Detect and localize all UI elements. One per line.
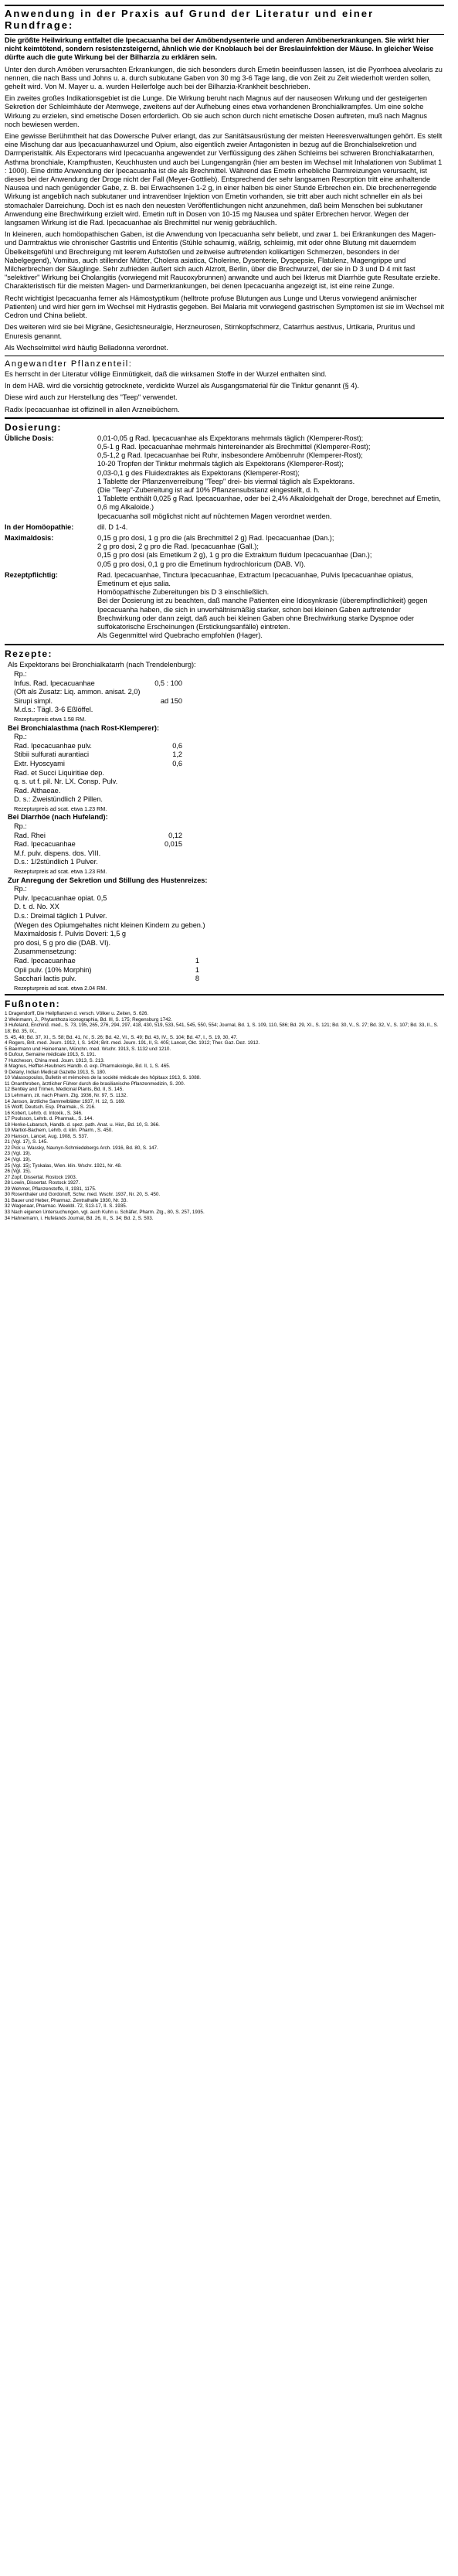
dose-line: Rad. Ipecacuanhae, Tinctura Ipecacuanhae, Extractum Ipecacuanhae, Pulvis Ipecacuanhae opiatus, Emetinum et ejus salia. [97,570,414,587]
footnote-item: 23 (Vgl. 19). [5,1151,32,1157]
ingredient-name: q. s. ut f. pil. Nr. LX. Consp. Pulv. [14,778,118,786]
ingredient-amount: 8 [195,975,199,983]
praxis-paragraph: Recht wichtigist Ipecacuanha ferner als Hämostyptikum (helltrote profuse Blutungen aus Lunge und Uterus vorwiegend anämischer Patienten) und wird hier gern im Wechsel mit Hydrastis gegeben. Bei Malaria mit vorwiegend gastrischen Symptomen ist sie im Wechsel mit Cedron und China beliebt. [5,294,445,320]
ingredient-name: Infus. Rad. Ipecacuanhae [14,679,95,687]
footnote-item: 6 Dufour, Semaine médicale 1913, S. 191. [5,1052,97,1058]
footnote-item: 22 Pick u. Wassky, Naunyn-Schmiedebergs Arch. 1916, Bd. 80, S. 147. [5,1145,158,1151]
ubliche-row [5,434,444,523]
ingredient-amount: 1 [195,956,199,965]
dose-line: 0,5-1 g Rad. Ipecacuanhae mehrmals hintereinander als Brechmittel (Klemperer-Rost); [97,442,371,451]
divider [5,994,444,995]
footnote-item: 8 Magnus, Heffter-Heubners Handb. d. exp. Pharmakologie, Bd. II, 1, S. 465. [5,1063,171,1070]
footnote-item: 1 Dragendorff, Die Heilpflanzen d. versch. Völker u. Zeiten, S. 626. [5,1011,149,1017]
rezept-values [97,571,444,643]
recipe-ds: D.s.: 1/2stündlich 1 Pulver. [14,858,98,866]
recipe-ds: D. s.: Zweistündlich 2 Pillen. [14,795,103,804]
footnote-item: 33 Nach eigenen Untersuchungen, vgl. auch Kuhn u. Schäfer, Pharm. Ztg., 80, S. 257, 1935. [5,1209,205,1215]
footnote-item: 29 Wehmer, Pflanzenstoffe, II, 1931, 1175. [5,1186,97,1192]
recipe-price: Rezepturpreis etwa 1.58 RM. [14,715,87,723]
divider [5,644,444,645]
recipe-ingredient [8,957,444,966]
footnote-item: 30 Rosenthaler und Gordonoff, Schw. med. Wschr. 1937, Nr. 20, S. 450. [5,1192,161,1198]
dose-line: Bei der Dosierung ist zu beachten, daß manche Patienten eine Idiosynkrasie (überempfindlichkeit) gegen Ipecacuanha haben, die sich in unverhältnismäßig starker, schon bei kleinen Gaben auftretender Brechwirkung oder dann zeigt, daß auch bei kleinen Gaben ohne Brechwirkung starke Dyspnoe oder suffokatorische Erscheinungen (Erstickungsanfälle) eintreten. [97,597,428,631]
ingredient-name: Rad. et Succi Liquiritiae dep. [14,768,104,777]
recipe-price: Rezepturpreis ad scat. etwa 1.23 RM. [14,805,107,812]
ingredient-amount: ad 150 [160,696,182,705]
recipe-line: D.s.: Dreimal täglich 1 Pulver. [14,912,107,920]
fussnoten-title: Fußnoten: [5,999,61,1010]
footnote-item: 32 Wagenaar, Pharmac. Weekbl. 72, S13-17, II. S. 1935. [5,1203,127,1210]
ingredient-name: Sacchari lactis pulv. [14,975,76,983]
recipe-ingredient [8,750,444,760]
recipe-rp: Rp.: [14,669,27,678]
dose-line: 0,03-0,1 g des Fluidextraktes als Expektorans (Klemperer-Rost); [97,468,300,477]
maximal-values [97,534,444,571]
recipe-line: Maximaldosis f. Pulvis Doveri: 1,5 g [14,930,127,938]
recipe-line: pro dosi, 5 g pro die (DAB. VI). [14,938,111,947]
rezepte-title: Rezepte: [5,648,53,660]
praxis-paragraph: Ein zweites großes Indikationsgebiet ist die Lunge. Die Wirkung beruht nach Magnus auf der nauseosen Wirkung und der gesteigerten Sekretion der Schleimhäute der Atemwege, zweitens auf der Aufhebung eines etwa vorhandenen Bronchialkrampfes. Um eine solche Wirkung zu erzielen, sind emetische Dosen erforderlich. Ob sie auch schon durch nicht emetische Dosen auftreten, muß nach Magnus noch bewiesen werden. [5,94,427,128]
recipe-price: Rezepturpreis ad scat. etwa 1.23 RM. [14,868,107,876]
footnote-item: 27 Zopf, Dissertat. Rostock 1903. [5,1174,77,1180]
ingredient-amount: 1 [195,965,199,974]
ingredient-amount: 0,5 : 100 [154,679,182,687]
recipe-ingredient [8,697,444,706]
footnote-item: 15 Wolff, Deutsch. Esp. Pharmak., S. 216. [5,1104,96,1111]
homoo-label: In der Homöopathie: [5,522,74,531]
divider [5,417,444,419]
pflanzenteil-paragraph: In dem HAB. wird die vorsichtig getrocknete, verdickte Wurzel als Ausgangsmaterial für die Tinktur genannt (§ 4). [5,382,359,390]
recipe-ds: M.f. pulv. dispens. dos. VIII. [14,849,101,857]
ingredient-amount: 0,12 [168,831,182,839]
recipe-husten [8,876,444,993]
recipe-ingredient [8,688,444,697]
recipe-rp: Rp.: [14,733,27,741]
footnote-item: 26 (Vgl. 15). [5,1169,32,1175]
recipe-ds: M.d.s.: Tägl. 3-6 Eßlöffel. [14,706,93,714]
recipe-line: Pulv. Ipecacuanhae opiat. 0,5 [14,893,107,902]
recipe-ingredient [8,832,444,841]
recipe-heading: Zur Anregung der Sekretion und Stillung des Hustenreizes: [8,876,208,884]
recipe-heading: Als Expektorans bei Bronchialkatarrh (nach Trendelenburg): [8,661,196,669]
footnote-item: 14 Janson, ärztliche Sammelblätter 1937, H. 12, S. 169. [5,1098,126,1104]
homoo-value: dil. D 1-4. [97,522,128,531]
recipe-ingredient [8,840,444,849]
recipe-line: Zusammensetzung: [14,948,76,956]
ingredient-name: Rad. Rhei [14,831,46,839]
footnote-item: 31 Bauer und Heber, Pharmaz. Zentralhalle 1930, Nr. 33. [5,1197,128,1203]
dose-line: 10-20 Tropfen der Tinktur mehrmals täglich als Expektorans (Klemperer-Rost); [97,460,344,468]
dose-line: 0,15 g pro dosi (als Emetikum 2 g), 1 g pro die Extraktum fluidum Ipecacuanhae (Dan.); [97,551,372,560]
dose-line: Als Gegenmittel wird Quebracho empfohlen (Hager). [97,631,263,640]
recipe-ingredient [8,975,444,984]
recipe-price: Rezepturpreis ad scat. etwa 2.04 RM. [14,984,107,992]
ingredient-name: Rad. Ipecacuanhae [14,956,76,965]
recipe-heading: Bei Diarrhöe (nach Hufeland): [8,813,108,822]
pflanzenteil-paragraph: Es herrscht in der Literatur völlige Einmütigkeit, daß die wirksamen Stoffe in der Wurzel enthalten sind. [5,369,327,378]
praxis-paragraph: In kleineren, auch homöopathischen Gaben, ist die Anwendung von Ipecacuanha sehr beliebt, und zwar 1. bei Erkrankungen des Magen- und Darmtraktus wie chronischer Gastritis und Enteritis (Stühle schaumig, wäßrig, schleimig, mit oder ohne Blutung mit dauerndem Übelkeitsgefühl und Brechreigung mit leerem Aufstoßen und zeitweise auftretenden kolikartigen Schmerzen, besonders in der Nabelgegend), Vomitus, auch stillender Mütter, Cholera asiatica, Cholerine, Dysenterie, Dyspepsie, Flatulenz, Magengrippe und Milcherbrechen der Säuglinge. Sehr zufrieden äußert sich auch Alzrott, Berlin, über die Brechwurzel, der sie in D 3 und D 4 mit fast "selektiver" Wirkung bei Cholangitis (vorwiegend mit Raucoxybrunnen) anwandte und auch bei Ikterus mit Diarrhöe gute Resultate erzielte. Charakteristisch für die meisten Magen- und Darmerkrankungen, bei denen Ipecacuanha angezeigt ist, ist eine reine Zunge. [5,230,440,291]
dose-line: 1 Tablette enthält 0,025 g Rad. Ipecacuanhae, oder bei 2,4% Alkaloidgehalt der Droge, berechnet auf Emetin, 0,6 mg Alkaloide.) [97,495,441,512]
footnote-item: 34 Hahnemann, i. Hufelands Journal, Bd. 26, II., S. 34; Bd. 2, S. 503. [5,1215,154,1221]
recipe-heading: Bei Bronchialasthma (nach Rost-Klemperer): [8,723,160,732]
footnote-item: 5 Baermann und Heinemann, Münchn. med. Wschr. 1913, S. 1132 und 1210. [5,1046,171,1052]
footnote-list [5,1011,444,1221]
dose-line: (Die "Teep"-Zubereitung ist auf 10% Pflanzensubstanz eingestellt, d. h. [97,485,320,494]
footnote-item: 21 (Vgl. 17), S. 145. [5,1139,49,1145]
pflanzenteil-paragraph: Diese wird auch zur Herstellung des "Teep" verwendet. [5,393,178,402]
recipe-diarrhoe [8,813,444,876]
footnote-item: 10 Valassopoulos, Bulletin et mémoires de la société médicale des hôpitaux 1913, S. 1088. [5,1075,202,1081]
dose-line: 1 Tablette der Pflanzenverreibung "Teep" drei- bis viermal täglich als Expektorans. [97,477,355,485]
rezept-label: Rezeptpflichtig: [5,570,58,579]
ingredient-amount: 0,015 [165,840,182,849]
dose-line: 0,01-0,05 g Rad. Ipecacuanhae als Expektorans mehrmals täglich (Klemperer-Rost); [97,434,364,442]
footnote-item: 4 Rogers, Brit. med. Journ. 1912, I, S. 1424; Brit. med. Journ. 191, II, S. 405; Lancet, Okt. 1912; Ther. Gaz. Dez. 1912. [5,1040,260,1046]
praxis-paragraph: Unter den durch Amöben verursachten Erkrankungen, die sich besonders durch Emetin beeinflussen lassen, ist die Pyorrhoea alveolaris zu nennen, die nach Bass und Johns u. a. durch subkutane Gaben von 30 mg 3-6 Tage lang, die von Zeit zu Zeit wiederholt werden sollen, geheilt wird. Von M. Mayer u. a. wurden Heilerfolge auch bei der Bilharzia-Krankheit beschrieben. [5,65,443,91]
ubliche-label: Übliche Dosis: [5,434,54,442]
dose-line: Ipecacuanha soll möglichst nicht auf nüchternen Magen verordnet werden. [97,512,332,520]
recipe-ingredient [8,769,444,778]
recipe-rp: Rp.: [14,885,27,893]
top-rule [5,5,444,6]
pflanzenteil-title: Angewandter Pflanzenteil: [5,359,133,369]
recipe-line: (Wegen des Opiumgehaltes nicht kleinen Kindern zu geben.) [14,920,205,929]
footnote-item: 19 Martiot-Bachem, Lehrb. d. klin. Pharm., S. 450. [5,1128,113,1134]
footnote-item: 25 (Vgl. 15); Tyskalas, Wien. klin. Wschr. 1921, Nr. 48. [5,1162,122,1169]
footnote-item: 17 Poulsson, Lehrb. d. Pharmak., S. 144. [5,1116,94,1122]
footnote-item: 16 Kobert, Lehrb. d. Intoxik., S. 346. [5,1110,83,1116]
praxis-paragraph: Eine gewisse Berühmtheit hat das Dowersche Pulver erlangt, das zur Sanitätsausrüstung der meisten Heeresverwaltungen gehört. Es stellt eine Mischung dar aus Ipecacuanhawurzel und Opium, also eigentlich zweier Antagonisten in bezug auf die Bronchialsekretion und Darmperistaltik. Als Expectorans wird Ipecacuanha angewendet zur Verflüssigung des zähen Schleims bei schweren Bronchialkatarrhen, Asthma bronchiale, Krampfhusten, Keuchhusten und auch bei Lungengangrän (hier am besten im Wechsel mit Inhalationen von Sublimat 1 : 1000). Eine dritte Anwendung der Ipecacuanha ist die als Brechmittel. Während das Emetin erhebliche Darmreizungen verursacht, ist dieses bei der Anwendung der Droge nicht der Fall (Meyer-Gottlieb). Entsprechend der sehr langsamen Resorption tritt eine anhaltende Nausea und nach genügender Gabe, z. B. bei Erwachsenen 1-2 g, in einer halben bis einer Stunde Erbrechen ein. Die brechenerregende Wirkung ist angeblich nach subkutaner und intravenöser Injektion von Emetin vorhanden, sie tritt aber auch nicht schneller ein als bei stomachaler Darreichung. Doch ist es nach den neuesten Veröffentlichungen nicht anzunehmen, daß beim Menschen bei subkutaner Anwendung eine Brechwirkung erzielt wird. Emetin ruft in Dosen von 10-15 mg Nausea und später Erbrechen hervor. Wegen der langsamen Wirkung ist die Rad. Ipecacuanhae als Brechmittel nur wenig gebräuchlich. [5,132,443,227]
recipe-ingredient [8,742,444,751]
title-rule [5,34,444,35]
ingredient-name: Opii pulv. (10% Morphin) [14,965,92,974]
footnote-item: 28 Lowin, Dissertat. Rostock 1927. [5,1180,80,1186]
document-page [0,0,449,1226]
footnote-item: 3 Hufeland, Enchirid. med., S. 73, 195, 265, 276, 294, 297, 418, 430, 519, 533, 541, 545, 550, 554; Journal, Bd. 1, S. 109, 110, 586; Bd. 29, XI., S. 121; Bd. 30, V., S. 27; Bd. 32, V., S. 107; Bd. 33, II., S. 18; Bd. 35, IX., [5,1023,439,1034]
recipe-asthma [8,724,444,814]
ingredient-name: Extr. Hyoscyami [14,759,65,767]
ingredient-name: Rad. Althaeae. [14,786,61,795]
maximal-row [5,534,444,571]
footnote-item: S. 45, 48; Bd. 37, XI., S. 58; Bd. 41, IV., S. 26; Bd. 42, VI., S. 49; Bd. 43, IV., S. 104; Bd. 47, I., S. 19, 30, 47. [5,1034,238,1040]
footnote-item: 12 Bentley and Trimen, Medicinal Plants, Bd. II, S. 145. [5,1087,124,1093]
ubliche-values [97,434,444,523]
ingredient-amount: 0,6 [172,759,182,767]
recipe-rp: Rp.: [14,822,27,831]
recipe-line: D. t. d. No. XX [14,903,59,911]
footnote-item: 13 Lehmann, zit. nach Pharm. Ztg. 1936, Nr. 97, S. 1132. [5,1093,128,1099]
footnote-item: 9 Delany, Indian Medical Gazette 1913, S. 180. [5,1069,107,1075]
footnote-item: 20 Hanson, Lancet, Aug. 1908, S. 537. [5,1133,89,1139]
dose-line: 2 g pro dosi, 2 g pro die Rad. Ipecacuanhae (Gall.); [97,543,259,551]
ingredient-amount: 0,6 [172,741,182,750]
footnote-item: 2 Weinmann, J., Phytanthoza iconographia, Bd. III, S. 175; Regensburg 1742. [5,1016,172,1023]
recipe-ingredient [8,966,444,975]
rezept-row [5,571,444,643]
maximal-label: Maximaldosis: [5,533,54,542]
ingredient-name: Rad. Ipecacuanhae [14,840,76,849]
praxis-paragraph: Als Wechselmittel wird häufig Belladonna verordnet. [5,343,168,352]
dosierung-table [5,434,444,643]
ingredient-name: (Oft als Zusatz: Liq. ammon. anisat. 2,0) [14,688,141,696]
recipe-ingredient [8,787,444,796]
footnote-item: 18 Henke-Lubarsch, Handb. d. spez. path. Anat. u. Hist., Bd. 10, S. 366. [5,1121,160,1128]
recipe-ingredient [8,760,444,769]
ingredient-name: Stibii sulfurati aurantiaci [14,750,90,759]
section-title: Anwendung in der Praxis auf Grund der Literatur und einer Rundfrage: [5,8,375,31]
recipe-ingredient [8,679,444,689]
homoo-row [5,523,444,534]
ingredient-amount: 1,2 [172,750,182,759]
ingredient-name: Rad. Ipecacuanhae pulv. [14,741,92,750]
dose-line: 0,05 g pro dosi, 0,1 g pro die Emetinum hydrochloricum (DAB. VI). [97,560,306,568]
dose-line: Homöopathische Zubereitungen bis D 3 einschließlich. [97,588,270,597]
footnote-item: 24 (Vgl. 19). [5,1157,32,1163]
praxis-paragraph: Des weiteren wird sie bei Migräne, Gesichtsneuralgie, Herzneurosen, Stirnkopfschmerz, Catarrhus aestivus, Urtikaria, Pruritus und Enuresis genannt. [5,323,416,340]
pflanzenteil-paragraph: Radix Ipecacuanhae ist offizinell in allen Arzneibüchern. [5,405,180,413]
recipe-ingredient [8,778,444,787]
ingredient-amount [199,688,261,697]
dose-line: 0,15 g pro dosi, 1 g pro die (als Brechmittel 2 g) Rad. Ipecacuanhae (Dan.); [97,533,334,542]
footnote-item: 7 Hutcheson, China med. Journ. 1913, S. 213. [5,1057,105,1063]
ingredient-name: Sirupi simpl. [14,696,53,705]
recipe-expektorans [8,661,444,723]
praxis-paragraph: Die größte Heilwirkung entfaltet die Ipecacuanha bei der Amöbendysenterie und anderen Amöbenerkrankungen. Sie wirkt hier nicht keimtötend, sondern resistenzsteigernd, ähnlich wie der Knoblauch bei der Breslauinfektion der Mäuse. In gleicher Weise dürfte auch die gute Wirkung bei der Bilharzia zu erklären sein. [5,36,434,62]
footnote-item: 11 Onanthroben, ärztlicher Führer durch die brasilianische Pflanzenmedizin, S. 200. [5,1080,185,1087]
dose-line: 0,5-1,2 g Rad. Ipecacuanhae bei Ruhr, insbesondere Amöbenruhr (Klemperer-Rost); [97,451,363,460]
dosierung-title: Dosierung: [5,421,62,433]
